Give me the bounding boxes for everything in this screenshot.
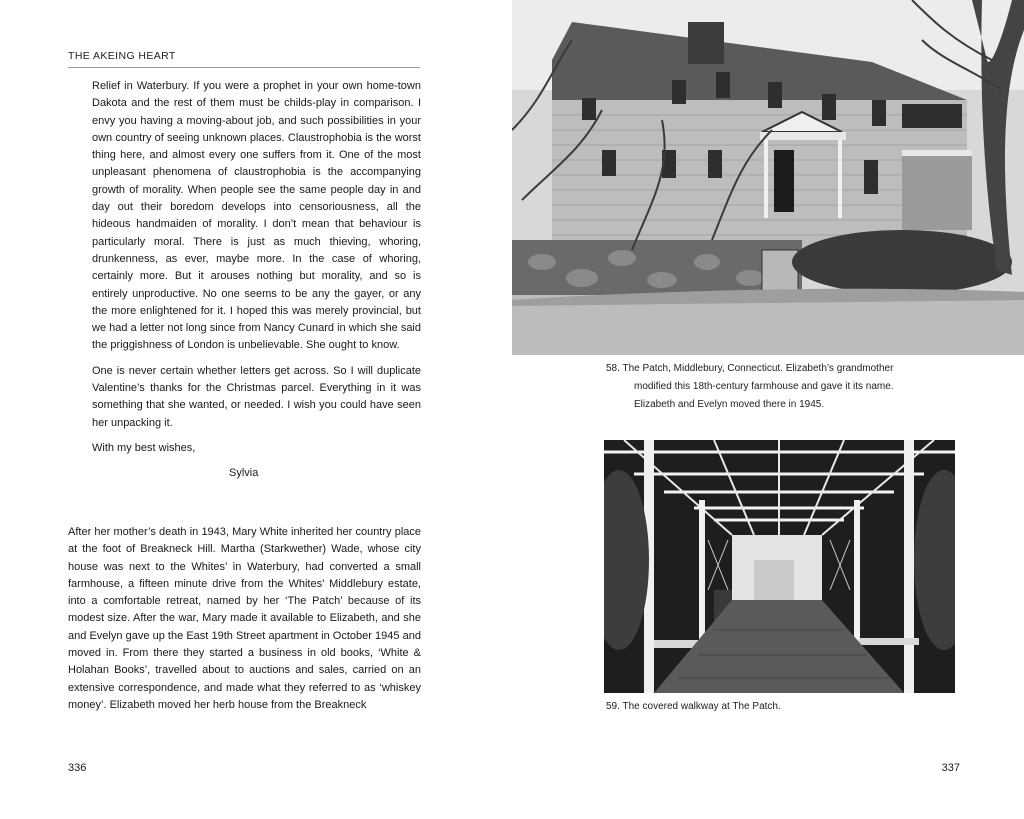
photo-farmhouse: [512, 0, 1024, 355]
right-page: [512, 0, 1024, 819]
letter-paragraph: Relief in Waterbury. If you were a prophet in your own home-town Dakota and the rest of them must be childs-play in comparison. I envy you having a moving-about job, and such possibilities in your own country of seeing unknown places. Claustrophobia is the worst thing here, and almost every one suffers from it. One of the most unpleasant phenomena of claustrophobia is the accompanying growth of morality. When people see the same people day in and day out their boredom develops into censoriousness, all the hideous handmaiden of morality. I don’t mean that behaviour is particularly moral. There is just as much thieving, whoring, drunkenness, as ever, maybe more. In the case of whoring, certainly more. But it arouses nothing but morality, and so is entirely unproductive. No one seems to be any the gayer, or any the more enlightened for it. I hoped this was merely provincial, but we had a letter not long since from Nancy Cunard in which she said the priggishness of London is unbelievable. She ought to know.: [92, 80, 421, 352]
narrative-paragraph: After her mother’s death in 1943, Mary White inherited her country place at the foot of Breakneck Hill. Martha (Starkwether) Wade, whose city house was next to the Whites’ in Waterbury, had converted a small farmhouse, a fifteen minute drive from the Whites’ Middlebury estate, into a comfortable retreat, named by her ‘The Patch’ because of its modest size. After the war, Mary made it available to Elizabeth, and she and Evelyn gave up the East 19th Street apartment in October 1945 and moved in. From there they started a business in old books, ‘White & Holahan Books’, travelled about to auctions and sales, carried on an extensive correspondence, and made what they referred to as ‘whiskey money’. Elizabeth moved her herb house from the Breakneck: [68, 526, 421, 711]
figure-58-text-line1: The Patch, Middlebury, Connecticut. Elizabeth’s grandmother: [622, 363, 894, 374]
figure-58-caption: [606, 360, 926, 414]
figure-58-number: 58.: [606, 363, 620, 374]
figure-58-text-line3: Elizabeth and Evelyn moved there in 1945.: [634, 399, 825, 410]
figure-59-text: The covered walkway at The Patch.: [622, 701, 781, 712]
figure-59-number: 59.: [606, 701, 620, 712]
letter-paragraph: One is never certain whether letters get across. So I will duplicate Valentine’s thanks for the Christmas parcel. Everything in it was something that she wanted, or needed. I wish you could have seen her unpacking it.: [92, 364, 421, 429]
page-number-left: 336: [68, 762, 87, 774]
photo-covered-walkway: [604, 440, 955, 693]
page-number-right: 337: [941, 762, 960, 774]
letter-signature: Sylvia: [229, 467, 259, 480]
figure-59-caption: [606, 698, 926, 716]
figure-58-text-line2: modified this 18th-century farmhouse and gave it its name.: [634, 381, 894, 392]
running-head: THE AKEING HEART: [68, 50, 420, 68]
letter-signoff: With my best wishes,: [92, 441, 196, 454]
letter-excerpt: [92, 78, 421, 491]
